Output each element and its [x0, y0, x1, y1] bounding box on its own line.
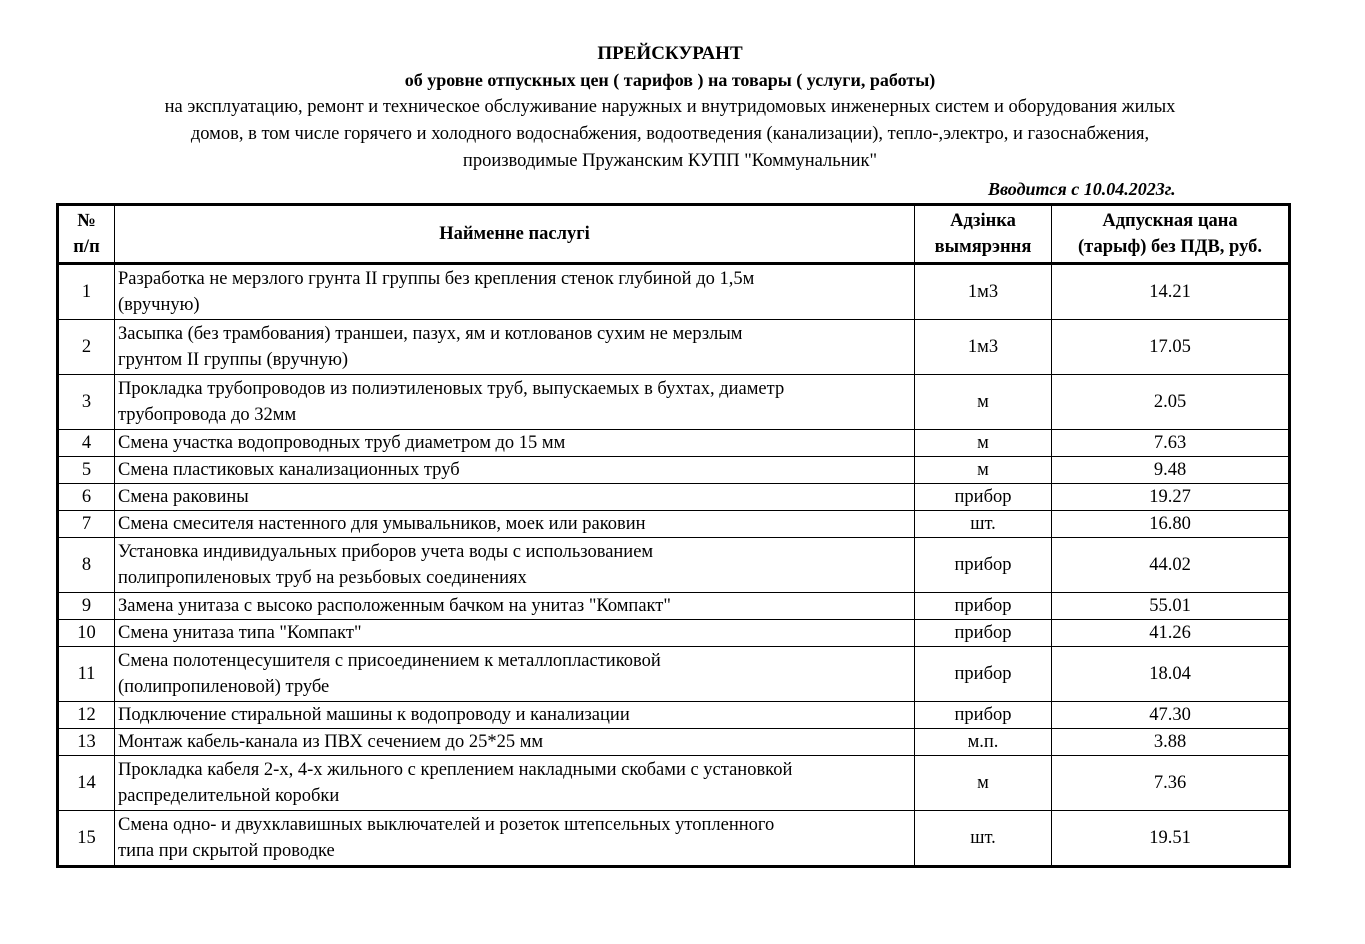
- table-row: [58, 320, 1290, 375]
- unit-cell: прибор: [915, 620, 1052, 647]
- price-cell: 41.26: [1052, 620, 1290, 647]
- service-name-line-1: Разработка не мерзлого грунта II группы без крепления стенок глубиной до 1,5м: [118, 269, 755, 289]
- row-number: 3: [58, 375, 115, 430]
- service-name: [115, 647, 915, 702]
- price-cell: 19.51: [1052, 811, 1290, 867]
- unit-cell: прибор: [915, 647, 1052, 702]
- service-name: [115, 538, 915, 593]
- column-header-number-line-2: п/п: [73, 237, 100, 257]
- table-header-row: [58, 205, 1290, 264]
- row-number: 15: [58, 811, 115, 867]
- document-description: [70, 94, 1270, 175]
- column-header-number-line-1: №: [77, 211, 96, 231]
- service-name: Замена унитаза с высоко расположенным бачком на унитаз "Компакт": [115, 593, 915, 620]
- service-name-line-2: типа при скрытой проводке: [118, 841, 335, 861]
- unit-cell: шт.: [915, 511, 1052, 538]
- price-cell: 2.05: [1052, 375, 1290, 430]
- table-row: [58, 647, 1290, 702]
- price-cell: 7.36: [1052, 756, 1290, 811]
- table-row: [58, 756, 1290, 811]
- unit-cell: м: [915, 457, 1052, 484]
- price-cell: 18.04: [1052, 647, 1290, 702]
- row-number: 6: [58, 484, 115, 511]
- price-cell: 16.80: [1052, 511, 1290, 538]
- table-row: [58, 264, 1290, 320]
- price-cell: 47.30: [1052, 702, 1290, 729]
- unit-cell: прибор: [915, 538, 1052, 593]
- unit-cell: прибор: [915, 484, 1052, 511]
- column-header-unit: [915, 205, 1052, 264]
- service-name: [115, 811, 915, 867]
- description-line-1: на эксплуатацию, ремонт и техническое обслуживание наружных и внутридомовых инженерных систем и оборудования жилых: [164, 97, 1176, 117]
- table-row: [58, 702, 1290, 729]
- column-header-unit-line-1: Адзінка: [950, 211, 1016, 231]
- row-number: 2: [58, 320, 115, 375]
- service-name: [115, 756, 915, 811]
- service-name-line-1: Прокладка кабеля 2-х, 4-х жильного с креплением накладными скобами с установкой: [118, 760, 793, 780]
- price-cell: 7.63: [1052, 430, 1290, 457]
- unit-cell: м: [915, 756, 1052, 811]
- service-name-line-2: распределительной коробки: [118, 786, 340, 806]
- service-name: [115, 264, 915, 320]
- service-name-line-2: трубопровода до 32мм: [118, 405, 297, 425]
- row-number: 4: [58, 430, 115, 457]
- service-name: Подключение стиральной машины к водопроводу и канализации: [115, 702, 915, 729]
- service-name: [115, 375, 915, 430]
- table-row: [58, 430, 1290, 457]
- service-name: Смена унитаза типа "Компакт": [115, 620, 915, 647]
- unit-cell: прибор: [915, 593, 1052, 620]
- row-number: 11: [58, 647, 115, 702]
- service-name-line-2: полипропиленовых труб на резьбовых соединениях: [118, 568, 527, 588]
- row-number: 14: [58, 756, 115, 811]
- unit-cell: прибор: [915, 702, 1052, 729]
- service-name: Смена раковины: [115, 484, 915, 511]
- service-name-line-2: грунтом II группы (вручную): [118, 350, 349, 370]
- row-number: 13: [58, 729, 115, 756]
- table-row: [58, 511, 1290, 538]
- document-header: [0, 40, 1340, 175]
- price-cell: 55.01: [1052, 593, 1290, 620]
- column-header-price: [1052, 205, 1290, 264]
- unit-cell: шт.: [915, 811, 1052, 867]
- effective-date: Вводится с 10.04.2023г.: [988, 179, 1176, 199]
- price-cell: 9.48: [1052, 457, 1290, 484]
- row-number: 9: [58, 593, 115, 620]
- column-header-service: Найменне паслугі: [115, 205, 915, 264]
- document-title: ПРЕЙСКУРАНТ: [597, 43, 743, 64]
- table-row: [58, 729, 1290, 756]
- price-cell: 17.05: [1052, 320, 1290, 375]
- column-header-number: [58, 205, 115, 264]
- price-cell: 3.88: [1052, 729, 1290, 756]
- service-name: Монтаж кабель-канала из ПВХ сечением до 25*25 мм: [115, 729, 915, 756]
- column-header-unit-line-2: вымярэння: [934, 237, 1032, 257]
- service-name-line-1: Прокладка трубопроводов из полиэтиленовых труб, выпускаемых в бухтах, диаметр: [118, 379, 785, 399]
- service-name: Смена пластиковых канализационных труб: [115, 457, 915, 484]
- description-line-2: домов, в том числе горячего и холодного водоснабжения, водоотведения (канализации), тепло-,электро, и газоснабжения,: [190, 124, 1150, 144]
- row-number: 1: [58, 264, 115, 320]
- table-row: [58, 375, 1290, 430]
- unit-cell: 1м3: [915, 320, 1052, 375]
- description-line-3: производимые Пружанским КУПП "Коммунальник": [462, 151, 878, 171]
- row-number: 5: [58, 457, 115, 484]
- service-name: Смена смесителя настенного для умывальников, моек или раковин: [115, 511, 915, 538]
- unit-cell: м: [915, 375, 1052, 430]
- service-name-line-2: (вручную): [118, 295, 200, 315]
- row-number: 7: [58, 511, 115, 538]
- table-row: [58, 811, 1290, 867]
- unit-cell: 1м3: [915, 264, 1052, 320]
- row-number: 12: [58, 702, 115, 729]
- unit-cell: м: [915, 430, 1052, 457]
- service-name: Смена участка водопроводных труб диаметром до 15 мм: [115, 430, 915, 457]
- table-row: [58, 457, 1290, 484]
- unit-cell: м.п.: [915, 729, 1052, 756]
- row-number: 8: [58, 538, 115, 593]
- column-header-price-line-2: (тарыф) без ПДВ, руб.: [1078, 237, 1262, 257]
- price-cell: 19.27: [1052, 484, 1290, 511]
- table-row: [58, 593, 1290, 620]
- service-name-line-1: Смена полотенцесушителя с присоединением к металлопластиковой: [118, 651, 661, 671]
- service-name-line-1: Установка индивидуальных приборов учета воды с использованием: [118, 542, 654, 562]
- service-name-line-1: Смена одно- и двухклавишных выключателей и розеток штепсельных утопленного: [118, 815, 775, 835]
- service-name-line-1: Засыпка (без трамбования) траншеи, пазух, ям и котлованов сухим не мерзлым: [118, 324, 743, 344]
- price-cell: 44.02: [1052, 538, 1290, 593]
- document-subtitle: об уровне отпускных цен ( тарифов ) на товары ( услуги, работы): [404, 70, 936, 90]
- price-table: [56, 203, 1291, 868]
- price-cell: 14.21: [1052, 264, 1290, 320]
- table-row: [58, 484, 1290, 511]
- table-row: [58, 620, 1290, 647]
- table-row: [58, 538, 1290, 593]
- row-number: 10: [58, 620, 115, 647]
- service-name: [115, 320, 915, 375]
- service-name-line-2: (полипропиленовой) трубе: [118, 677, 330, 697]
- column-header-price-line-1: Адпускная цана: [1102, 211, 1238, 231]
